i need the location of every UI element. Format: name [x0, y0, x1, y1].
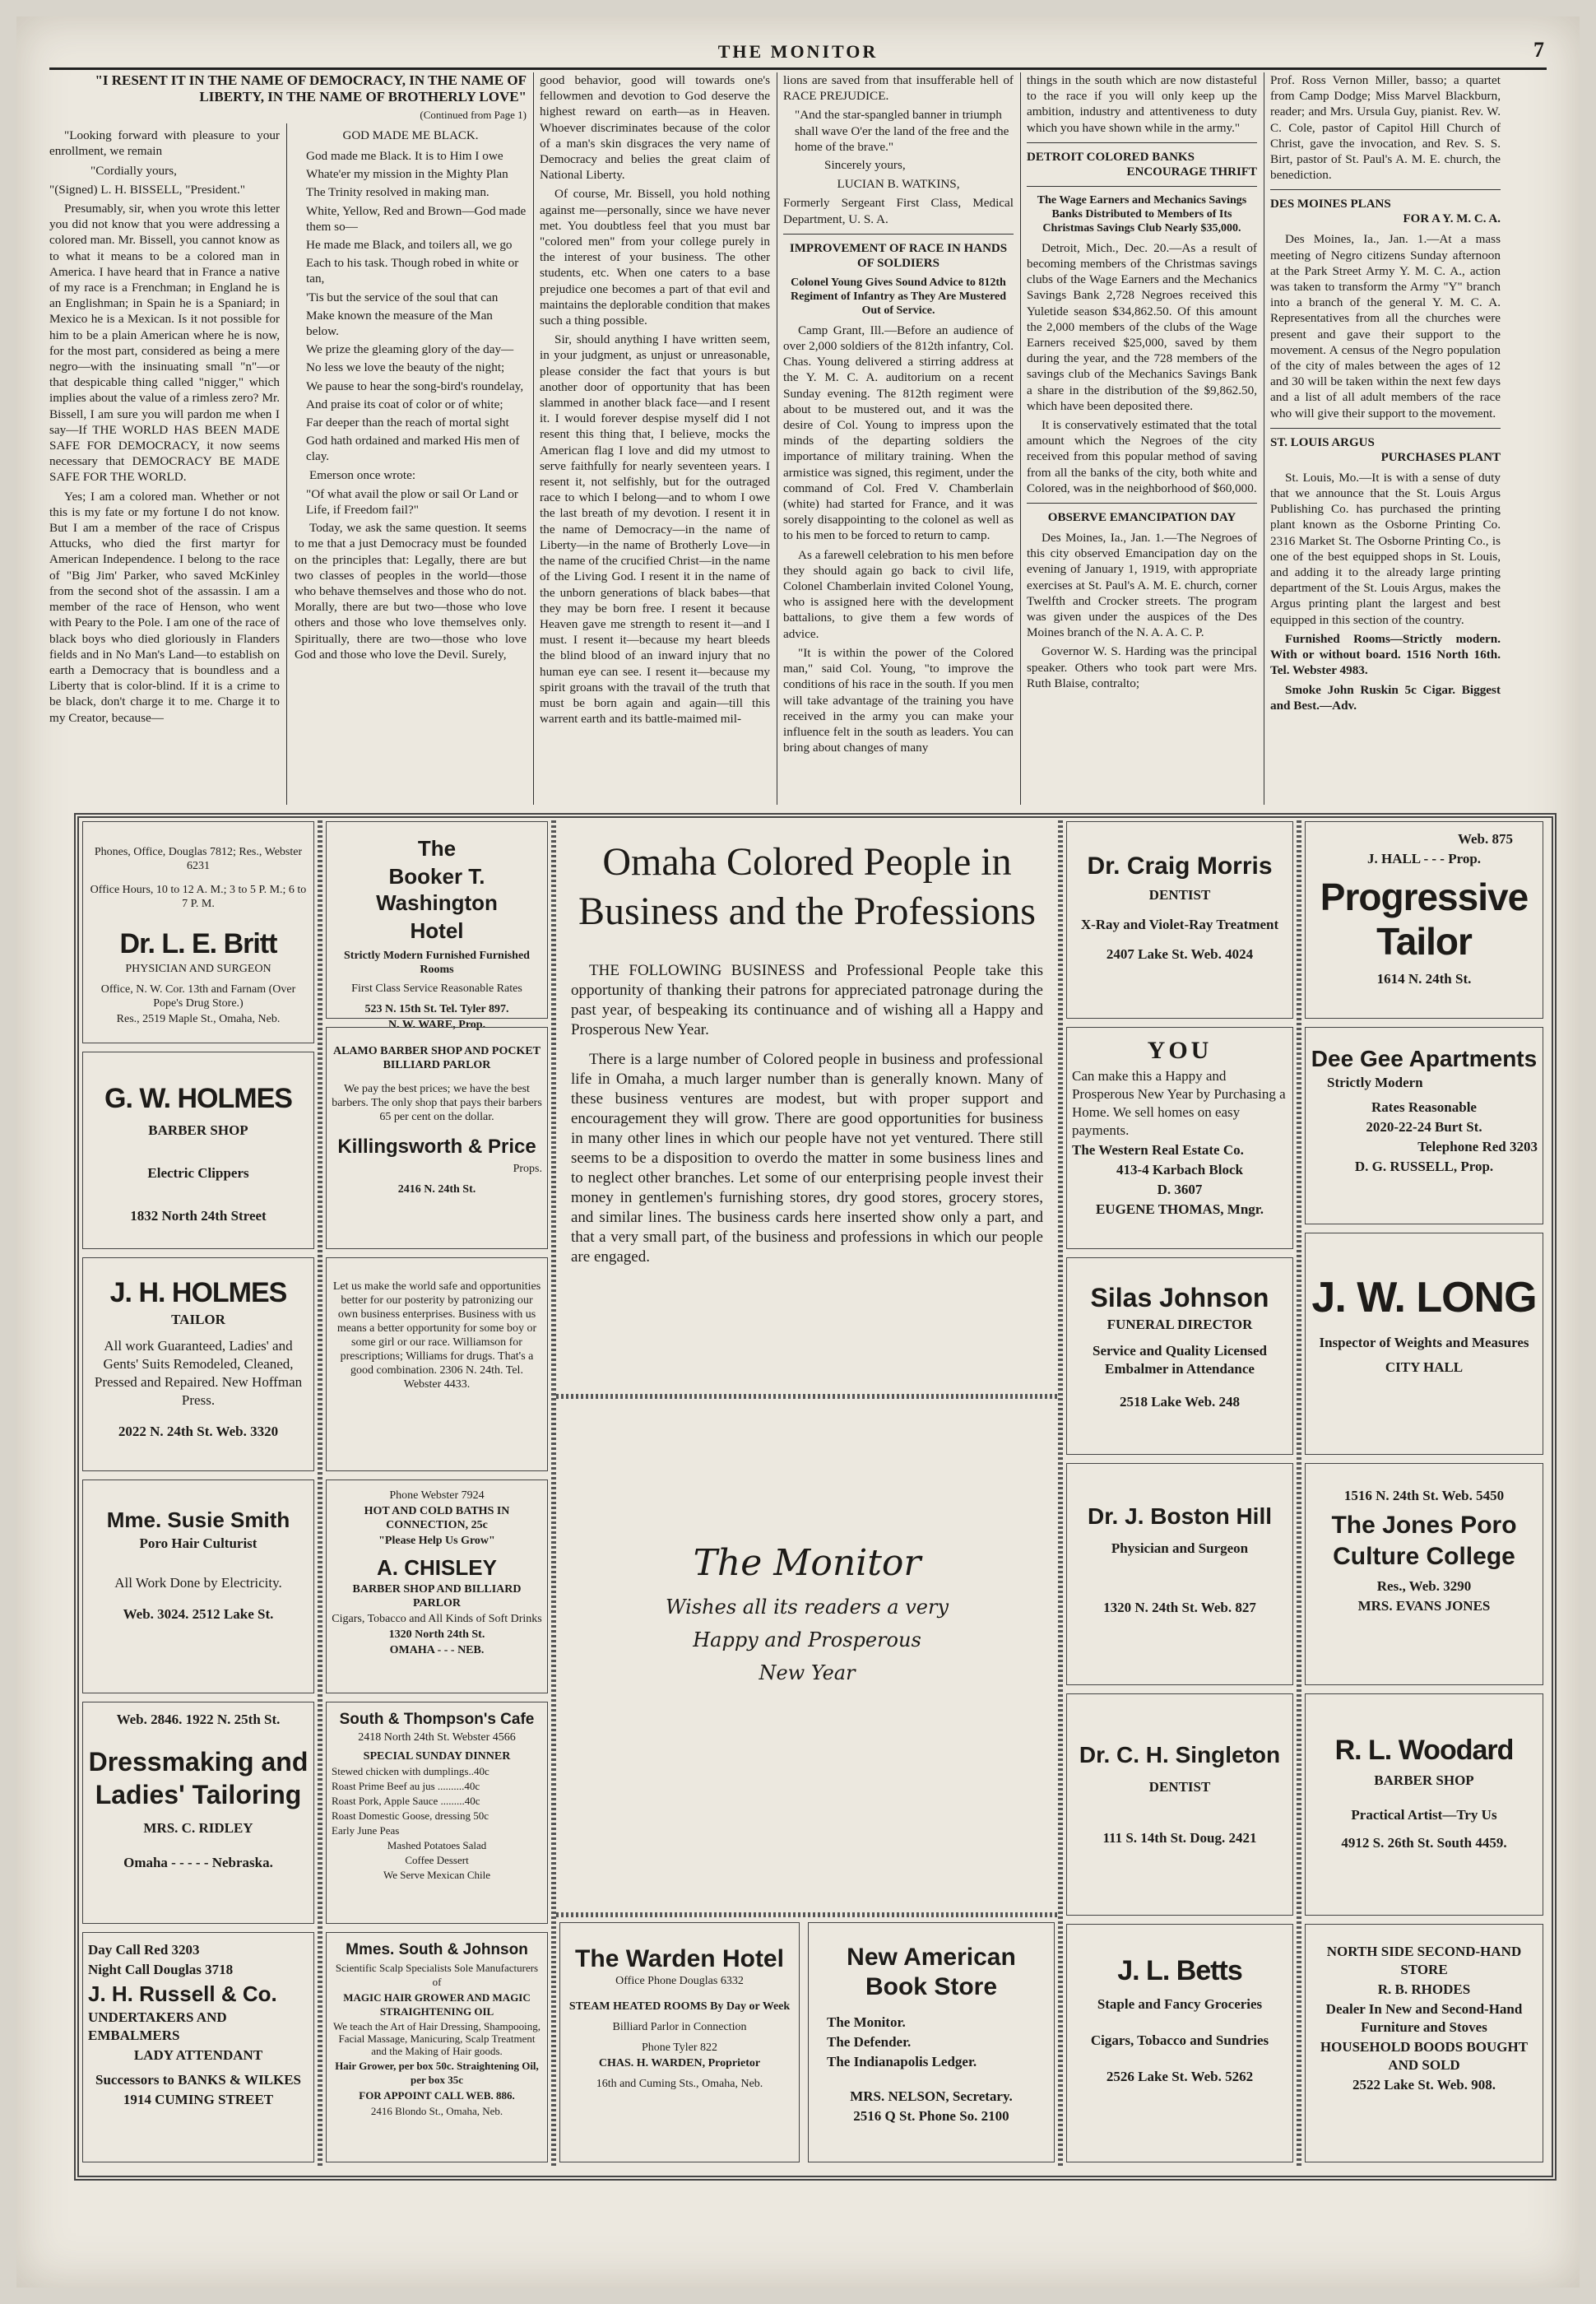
ad-text: Strictly Modern — [1327, 1075, 1423, 1090]
ad-text: Practical Artist—Try Us — [1351, 1807, 1497, 1823]
ad-text: Billiard Parlor in Connection — [612, 2021, 747, 2033]
ad-text: 16th and Cuming Sts., Omaha, Neb. — [596, 2078, 763, 2090]
ad-text: Res., 2519 Maple St., Omaha, Neb. — [116, 1013, 281, 1025]
ad-jh-holmes — [82, 1257, 314, 1471]
column-6 — [1270, 72, 1501, 805]
ad-text: FUNERAL DIRECTOR — [1107, 1317, 1253, 1332]
ad-text: Office Phone Douglas 6332 — [615, 1975, 744, 1987]
newspaper-page — [16, 16, 1580, 2288]
article-heading: DES MOINES PLANS — [1270, 197, 1391, 211]
ad-text: TAILOR — [171, 1312, 225, 1327]
ad-text: ALAMO BARBER SHOP AND POCKET BILLIARD PARLOR — [332, 1045, 541, 1071]
ad-text: 2416 Blondo St., Omaha, Neb. — [370, 2105, 503, 2117]
ad-progressive-tailor — [1305, 821, 1543, 1019]
ad-text: J. HALL - - - Prop. — [1366, 851, 1482, 866]
ad-text: Cigars, Tobacco and All Kinds of Soft Drinks — [332, 1613, 542, 1625]
ad-book-store — [808, 1922, 1055, 2162]
ad-susie-smith — [82, 1479, 314, 1693]
border-band — [551, 818, 556, 2166]
ad-text: Res., Web. 3290 — [1376, 1578, 1472, 1594]
article-subheading: Colonel Young Gives Sound Advice to 812th Regiment of Infantry as They Are Mustered Out of Service. — [790, 276, 1007, 317]
paragraph: Detroit, Mich., Dec. 20.—As a result of becoming members of the Christmas savings clubs of the Wage Earners and the Mechanics Savings Bank 2,728 Negroes received this Yuletide season $34,862.50. Of this amount the 2,000 members of the clubs of the Wage Earners received $25,000, saved by them during the year, and the 728 members of the savings club of the Mechanics Savings Bank a share in the distribution of the $9,862.50, which have been deposited there. — [1027, 240, 1257, 413]
paragraph: Des Moines, Ia., Jan. 1.—The Negroes of this city observed Emancipation day on the evening of January 1, 1919, with appropriate exercises at St. Paul's A. M. E. church, corner Twelfth and Crocker streets. The program was given under the auspices of the Des Moines branch of the N. A. A. C. P. — [1027, 531, 1257, 640]
poem — [295, 148, 527, 465]
menu-item: Coffee Dessert — [405, 1854, 469, 1866]
ad-text: CHAS. H. WARDEN, Proprietor — [598, 2057, 761, 2069]
ad-text: New Year — [759, 1661, 856, 1684]
signature: LUCIAN B. WATKINS, — [837, 177, 960, 192]
ad-name: The Warden Hotel — [575, 1945, 784, 1972]
border-band — [318, 818, 322, 2166]
paragraph: THE FOLLOWING BUSINESS and Professional People take this opportunity of thanking their patrons for appreciated patronage during the past year, of bespeaking its continuance and of wishing all a Happy and Prosperous New Year. — [571, 962, 1043, 1038]
ad-text: SPECIAL SUNDAY DINNER — [363, 1750, 511, 1763]
ad-text: UNDERTAKERS AND EMBALMERS — [88, 2009, 227, 2043]
masthead — [49, 35, 1547, 70]
divider — [1270, 189, 1501, 190]
poem-line: He made me Black, and toilers all, we go — [306, 238, 513, 253]
ad-dr-singleton — [1066, 1693, 1293, 1916]
poem-line: No less we love the beauty of the night; — [306, 360, 505, 375]
ad-text: Telephone Red 3203 — [1417, 1139, 1538, 1154]
paragraph: things in the south which are now distasteful to the race if you will only keep up the ambition, industry and attentiveness to duty which you have shown while in the army." — [1027, 73, 1257, 135]
ad-text: 2020-22-24 Burt St. — [1366, 1119, 1482, 1135]
paragraph: Today, we ask the same question. It seems to me that a just Democracy must be founded on the principles that: Legally, there are but two classes of peoples in the world—those who behave themselves and those who do not. Morally, there are but two—those who love others and those who love themselves only. Spiritually, there are two—those who love God and those who love the Devil. Surely, — [295, 521, 527, 662]
ad-chisley — [326, 1479, 548, 1693]
ad-text: Physician and Surgeon — [1111, 1540, 1249, 1556]
ad-name: J. L. Betts — [1117, 1955, 1242, 1986]
ad-text: 2407 Lake St. Web. 4024 — [1106, 946, 1254, 962]
ad-name: J. H. Russell & Co. — [88, 1981, 277, 2006]
ad-text: DENTIST — [1148, 887, 1211, 903]
ad-text: 1320 North 24th St. — [388, 1628, 485, 1641]
ad-name: South & Thompson's Cafe — [339, 1711, 535, 1728]
ad-name: Dr. C. H. Singleton — [1079, 1742, 1281, 1767]
ad-dr-britt — [82, 821, 314, 1043]
paragraph: Furnished Rooms—Strictly modern. With or without board. 1516 North 16th. Tel. Webster 4983. — [1270, 631, 1501, 678]
ad-text: OMAHA - - - NEB. — [389, 1644, 485, 1656]
border-band — [556, 1912, 1058, 1917]
ad-alamo — [326, 1027, 548, 1249]
article-heading: ST. LOUIS ARGUS — [1270, 435, 1375, 449]
article-columns — [49, 72, 1547, 805]
ad-jl-betts — [1066, 1924, 1293, 2162]
ad-name: G. W. HOLMES — [104, 1083, 292, 1114]
ad-text: LADY ATTENDANT — [133, 2047, 263, 2063]
ad-text: X-Ray and Violet-Ray Treatment — [1080, 917, 1279, 932]
ad-text: BARBER SHOP — [1374, 1772, 1474, 1788]
ad-text: Wishes all its readers a very — [665, 1596, 949, 1619]
column-rule — [1020, 72, 1021, 805]
ad-text: We pay the best prices; we have the best barbers. The only shop that pays their barbers 65 per cent on the dollar. — [332, 1083, 542, 1123]
quote: "And the star-spangled banner in triumph shall wave O'er the land of the free and the home of the brave." — [795, 108, 1009, 154]
ad-text: The Monitor. — [827, 2014, 906, 2030]
ad-name: The Jones Poro Culture College — [1331, 1512, 1517, 1570]
ad-text: Electric Clippers — [147, 1165, 249, 1181]
ad-text: 2418 North 24th St. Webster 4566 — [358, 1731, 516, 1744]
ad-text: Hair Grower, per box 50c. Straightening Oil, per box 35c — [335, 2060, 539, 2086]
ad-text: FOR APPOINT CALL WEB. 886. — [359, 2089, 515, 2102]
ad-text: First Class Service Reasonable Rates — [351, 982, 522, 995]
ad-text: PHYSICIAN AND SURGEON — [125, 963, 271, 975]
paragraph: Sincerely yours, — [824, 158, 906, 173]
ad-text: 1614 N. 24th St. — [1376, 971, 1472, 987]
border-band — [556, 1394, 1058, 1399]
divider — [1027, 142, 1257, 143]
divider — [1027, 186, 1257, 187]
quote: "Of what avail the plow or sail Or Land or Life, if Freedom fail?" — [306, 486, 518, 518]
border-band — [1058, 818, 1063, 2166]
ad-name: Hotel — [410, 918, 464, 943]
ad-name: Mmes. South & Johnson — [346, 1941, 528, 1958]
ad-text: The Defender. — [827, 2034, 912, 2050]
paragraph: Prof. Ross Vernon Miller, basso; a quartet from Camp Dodge; Miss Marvel Blackburn, reader; and Mrs. Ursula Guy, pianist. Rev. W. C. Cole, pastor of Capitol Hill Church of Christ, gave the invocation, and Rev. S. S. Birt, pastor of St. Paul's A. M. E. church, the benediction. — [1270, 73, 1501, 183]
ad-south-thompson-cafe — [326, 1702, 548, 1924]
ad-text: CITY HALL — [1385, 1359, 1464, 1375]
column-5 — [1027, 72, 1257, 805]
ad-name: R. L. Woodard — [1334, 1735, 1514, 1766]
ad-text: BARBER SHOP AND BILLIARD PARLOR — [352, 1583, 522, 1610]
paragraph: Presumably, sir, when you wrote this letter you did not know that you were addressing a colored man. Mr. Bissell, you cannot know as to what it means to be a colored man in America. I have heard that in France a native of my race is a Frenchman; in England he is an Englishman; in Spain he is a Spaniard; in Mexico he is a Mexican. Is it not possible for him to be a plain American where he is now, for the most part, considered as being a mere negro—with the insinuating small "n"—or that despicable thing called "nigger," which implies about the value of a rimless zero? Mr. Bissell, I am sure you will pardon me when I say—If THE WORLD HAS BEEN MADE SAFE FOR DEMOCRACY, it now seems necessary that DEMOCRACY BE MADE SAFE FOR THE WORLD. — [49, 202, 280, 485]
ad-williamson — [326, 1257, 548, 1471]
ad-name: Dr. J. Boston Hill — [1087, 1503, 1273, 1529]
paragraph: It is conservatively estimated that the total amount which the Negroes of the city received from this popular method of saving from all the banks of the city, both white and Colored, was in the neighborhood of $60,000. — [1027, 418, 1257, 495]
continued-note: (Continued from Page 1) — [420, 109, 527, 121]
divider — [1027, 503, 1257, 504]
ad-text: 2518 Lake Web. 248 — [1119, 1394, 1241, 1410]
paragraph: "(Signed) L. H. BISSELL, "President." — [49, 182, 245, 197]
ad-text: Service and Quality Licensed Embalmer in Attendance — [1092, 1343, 1268, 1377]
ad-name: A. CHISLEY — [377, 1555, 497, 1580]
article-subheading: The Wage Earners and Mechanics Savings Banks Distributed to Members of Its Christmas Savings Club Nearly $35,000. — [1037, 193, 1247, 235]
ad-dee-gee-apartments — [1305, 1027, 1543, 1224]
ad-rl-woodard — [1305, 1693, 1543, 1916]
masthead-title: THE MONITOR — [717, 41, 879, 62]
column-3 — [540, 72, 770, 805]
ad-text: HOT AND COLD BATHS IN CONNECTION, 25c — [364, 1505, 510, 1531]
ad-text: Strictly Modern Furnished Furnished Rooms — [344, 950, 530, 976]
ad-text: Happy and Prosperous — [693, 1628, 921, 1651]
ad-text: 2516 Q St. Phone So. 2100 — [853, 2108, 1009, 2124]
ad-text: Scientific Scalp Specialists Sole Manufacturers of — [335, 1962, 539, 1988]
ad-text: Phones, Office, Douglas 7812; Res., Webster 6231 — [94, 846, 303, 872]
ad-ridley — [82, 1702, 314, 1924]
ad-text: 2526 Lake St. Web. 5262 — [1106, 2069, 1254, 2084]
ad-text: D. 3607 — [1157, 1182, 1203, 1197]
ad-text: 1320 N. 24th St. Web. 827 — [1103, 1600, 1256, 1615]
poem-line: Make known the measure of the Man below. — [306, 308, 493, 339]
ad-text: The Western Real Estate Co. — [1072, 1142, 1244, 1158]
ad-text: Inspector of Weights and Measures — [1319, 1335, 1529, 1350]
ad-text: MRS. C. RIDLEY — [143, 1820, 253, 1836]
divider — [1270, 428, 1501, 429]
menu-item: Roast Pork, Apple Sauce .........40c — [332, 1795, 480, 1807]
paragraph: "Cordially yours, — [90, 163, 177, 178]
paragraph: Governor W. S. Harding was the principal speaker. Others who took part were Mrs. Ruth Blaise, contralto; — [1027, 644, 1257, 690]
ad-scalp-specialists — [326, 1932, 548, 2162]
ad-silas-johnson — [1066, 1257, 1293, 1455]
paragraph: Of course, Mr. Bissell, you hold nothing against me—personally, since we have never met. You doubtless feel that you must bar "colored men" from your college purely in the interest of your business. The other students, etc. When one caters to a base prejudice one becomes a part of that evil and maintains the deplorable condition that makes such a thing possible. — [540, 187, 770, 328]
paragraph: Camp Grant, Ill.—Before an audience of over 2,000 soldiers of the 812th infantry, Col. Chas. Young delivered a stirring address at the Y. M. C. A. auditorium on a recent Sunday evening. The 812th regiment were about to be mustered out, and it was the desire of Col. Young to impress upon the minds of the departing soldiers the importance of military training. When the armistice was signed, this regiment, under the command of Col. Fred V. Chamberlain (white) had started for France, and it was sorely disappointing to the colonel as well as to his men to be forced to return to camp. — [783, 323, 1014, 543]
poem-line: God made me Black. It is to Him I owe — [306, 149, 503, 163]
ad-name: J. W. LONG — [1311, 1274, 1537, 1322]
ad-text: 2022 N. 24th St. Web. 3320 — [118, 1424, 279, 1439]
ad-text: Phone Tyler 822 — [641, 2042, 718, 2054]
menu-item: Mashed Potatoes Salad — [387, 1839, 487, 1851]
column-2 — [295, 123, 527, 805]
section-title: Omaha Colored People in Business and the Professions — [578, 840, 1036, 933]
ad-text: 2522 Lake St. Web. 908. — [1352, 2077, 1496, 2093]
ad-text: NORTH SIDE SECOND-HAND STORE — [1326, 1944, 1522, 1977]
poem-title: GOD MADE ME BLACK. — [342, 129, 479, 142]
ad-text: 413-4 Karbach Block — [1116, 1162, 1243, 1178]
ad-warden-hotel — [559, 1922, 800, 2162]
ad-gw-holmes — [82, 1052, 314, 1249]
ad-name: YOU — [1147, 1037, 1213, 1064]
border-band — [1297, 818, 1301, 2166]
ad-text: Staple and Fancy Groceries — [1097, 1996, 1263, 2012]
ad-omaha-colored-people — [559, 821, 1055, 1389]
menu-item: Early June Peas — [332, 1824, 400, 1837]
ad-text: Omaha - - - - - Nebraska. — [123, 1855, 273, 1870]
ad-jw-long — [1305, 1233, 1543, 1455]
ad-text: STEAM HEATED ROOMS By Day or Week — [568, 2000, 791, 2013]
ad-text: MRS. EVANS JONES — [1357, 1598, 1491, 1614]
page-number: 7 — [1533, 38, 1547, 62]
ad-text: Web. 2846. 1922 N. 25th St. — [116, 1712, 281, 1727]
ad-text: Office, N. W. Cor. 13th and Farnam (Over Pope's Drug Store.) — [100, 983, 296, 1010]
menu-item: Roast Prime Beef au jus ..........40c — [332, 1780, 480, 1792]
poem-line: White, Yellow, Red and Brown—God made them so— — [306, 203, 527, 234]
article-heading: OBSERVE EMANCIPATION DAY — [1047, 511, 1236, 525]
ad-text: Let us make the world safe and opportunities better for our posterity by patronizing our own business enterprises. Business with us means a better opportunity for some boy or some girl or our race. Williamson for prescriptions; Williams for drugs. That's a good combination. 2306 N. 24th. Tel. Webster 4433. — [332, 1280, 541, 1391]
ad-name: Booker T. Washington — [376, 864, 498, 915]
column-rule — [286, 123, 287, 805]
paragraph: Smoke John Ruskin 5c Cigar. Biggest and Best.—Adv. — [1270, 682, 1501, 713]
ad-booker-hotel — [326, 821, 548, 1031]
ad-name: Dressmaking and Ladies' Tailoring — [88, 1747, 309, 1809]
ad-text: Rates Reasonable — [1371, 1099, 1477, 1115]
ad-text: Day Call Red 3203 — [88, 1942, 200, 1958]
ad-text: DENTIST — [1148, 1779, 1211, 1795]
ad-text: Web. 3024. 2512 Lake St. — [123, 1606, 274, 1622]
article-heading: DETROIT COLORED BANKS — [1027, 150, 1195, 164]
paragraph: Emerson once wrote: — [309, 467, 416, 482]
poem-line: Whate'er my mission in the Mighty Plan — [306, 167, 508, 182]
paragraph: good behavior, good will towards one's fellowmen and devotion to God deserve the highest reward on earth—as in Heaven. Whoever discriminates because of the color of a man's skin disgraces the very name of Democracy and belies the great claim of National Liberty. — [540, 73, 770, 183]
ad-rb-rhodes — [1305, 1924, 1543, 2162]
poem-line: We pause to hear the song-bird's roundelay, — [306, 379, 524, 393]
ad-text: HOUSEHOLD BOODS BOUGHT AND SOLD — [1320, 2039, 1529, 2073]
menu-item: Roast Domestic Goose, dressing 50c — [332, 1809, 489, 1822]
headline-resent: "I RESENT IT IN THE NAME OF DEMOCRACY, IN THE NAME OF LIBERTY, IN THE NAME OF BROTHERLY LOVE" — [95, 72, 527, 105]
article-heading: ENCOURAGE THRIFT — [1126, 165, 1257, 179]
business-directory — [74, 813, 1557, 2181]
ad-text: All Work Done by Electricity. — [114, 1575, 282, 1591]
ad-text: The Indianapolis Ledger. — [827, 2054, 977, 2069]
paragraph: Des Moines, Ia., Jan. 1.—At a mass meeting of Negro citizens Sunday afternoon at the Park Street Army Y. M. C. A., action was taken to transform the Army "Y" branch into a branch of the general Y. M. C. A. Representatives from all the churches were present and gave their support to the movement. A census of the Negro population of the city of males between the ages of 12 and 30 will be taken within the next few days and a list of all adult members of the race who will give their support to the movement. — [1270, 232, 1501, 420]
ad-text: D. G. RUSSELL, Prop. — [1354, 1159, 1494, 1174]
column-4 — [783, 72, 1014, 805]
ad-text: "Please Help Us Grow" — [378, 1535, 495, 1547]
poem-line: The Trinity resolved in making man. — [306, 185, 489, 200]
paragraph: "Looking forward with pleasure to your enrollment, we remain — [49, 128, 280, 159]
ad-name: Silas Johnson — [1090, 1283, 1269, 1312]
ad-text: BARBER SHOP — [148, 1122, 248, 1138]
ad-text: All work Guaranteed, Ladies' and Gents' Suits Remodeled, Cleaned, Pressed and Repaired. New Hoffman Press. — [94, 1338, 303, 1408]
poem-line: And praise its coat of color or of white; — [306, 397, 503, 411]
ad-text: Successors to BANKS & WILKES — [95, 2072, 301, 2088]
ad-name: Dr. Craig Morris — [1087, 852, 1273, 880]
paragraph: "It is within the power of the Colored man," said Col. Young, "to improve the conditions of his race in the south. If you men will take advantage of the training you have received in the army you can make your influence felt in the south as leaders. You can bring about changes of many — [783, 645, 1014, 755]
poem-line: 'Tis but the service of the soul that can — [306, 290, 499, 304]
divider — [783, 234, 1014, 235]
ad-text: EUGENE THOMAS, Mngr. — [1095, 1201, 1264, 1217]
ad-dr-craig-morris — [1066, 821, 1293, 1019]
ad-text: 2416 N. 24th St. — [397, 1183, 476, 1196]
menu-item: Stewed chicken with dumplings..40c — [332, 1765, 489, 1777]
signature-title: Formerly Sergeant First Class, Medical Department, U. S. A. — [783, 196, 1014, 226]
ad-text: 111 S. 14th St. Doug. 2421 — [1102, 1830, 1257, 1846]
ad-text: Office Hours, 10 to 12 A. M.; 3 to 5 P. M.; 6 to 7 P. M. — [90, 884, 307, 910]
ad-text: Props. — [513, 1163, 542, 1175]
ad-dr-boston-hill — [1066, 1463, 1293, 1685]
ad-text: We Serve Mexican Chile — [383, 1869, 490, 1881]
ad-name: J. H. HOLMES — [109, 1277, 287, 1308]
column-rule — [533, 72, 534, 805]
ad-name: Dee Gee Apartments — [1311, 1046, 1538, 1071]
paragraph: As a farewell celebration to his men before they should again go back to civil life, Colonel Chamberlain invited Colonel Young, who is assigned here with the development battalions, to give them a few words of advice. — [783, 547, 1014, 641]
ad-monitor-greeting — [559, 1404, 1055, 1907]
ad-text: MRS. NELSON, Secretary. — [850, 2088, 1013, 2104]
poem-line: Each to his task. Though robed in white or tan, — [306, 256, 519, 286]
ad-jones-poro-college — [1305, 1463, 1543, 1685]
column-1-left — [49, 128, 280, 729]
poem-line: We prize the gleaming glory of the day— — [306, 342, 514, 357]
ad-text: Poro Hair Culturist — [139, 1535, 257, 1551]
ad-text: Phone Webster 7924 — [389, 1489, 485, 1502]
ad-name: Dr. L. E. Britt — [119, 928, 277, 959]
ad-text: 1914 CUMING STREET — [123, 2092, 274, 2107]
ad-text: Dealer In New and Second-Hand Furniture and Stoves — [1325, 2001, 1523, 2035]
paragraph: Sir, should anything I have written seem, in your judgment, as unjust or unreasonable, please consider the fact that yours is but another door of opportunity that has been slammed in another black face—and I resent it. I would forever despise myself did I not resent this thing that, I believe, mocks the American flag I love and did my utmost to serve faithfully for nearly seventeen years. I resent it, not selfishly, but for the outraged race to which I belong—and to whom I owe the last breath of my devotion. I resent it in the name of Democracy—in the name of Liberty—in the name of Brotherly Love—in the name of the crucified Christ—in the name of the Living God. I resent it in the name of the unborn generations of black babes—that they may be born free. I resent it because Heaven gave me strength to resent it—and I must. I resent it—because my heart bleeds the blind blood of an inward injury that no human eye can see. I resent it—because my spirit groans with the travail of the truth that must be born again and again—till this warrent earth and its battle-maimed mil- — [540, 332, 770, 727]
paragraph: Yes; I am a colored man. Whether or not this is my fate or my fortune I do not know. But I am a member of the race of Crispus Attucks, who died the first martyr for American Independence. I belong to the race of "Big Jim' Parker, who saved McKinley from the second shot of the assassin. I am a member of the race of Henson, who went with Peary to the Pole. I am one of the race of black boys who died gloriously in Flanders fields and in No Man's Land—to establish on earth a Democracy that is boundless and a Liberty that is color-blind. If it is a crime to be black, don't charge it to me. Charge it to my Creator, because— — [49, 489, 280, 725]
article-heading: FOR A Y. M. C. A. — [1403, 212, 1501, 226]
paragraph: St. Louis, Mo.—It is with a sense of duty that we announce that the St. Louis Argus Publishing Co. has purchased the printing plant known as the Osborne Printing Co. 2316 Market St. The Osborne Printing Co., is one of the best equipped shops in St. Louis, and adding it to the already large printing department of the St. Louis Argus, makes the Argus printing plant the largest and best equipped in this section of the country. — [1270, 470, 1501, 627]
ad-text: We teach the Art of Hair Dressing, Shampooing, Facial Massage, Manicuring, Scalp Treatment and the Making of Hair goods. — [332, 2020, 541, 2057]
article-heading: PURCHASES PLANT — [1380, 450, 1501, 464]
section-body — [571, 961, 1043, 1267]
ad-text: R. B. RHODES — [1377, 1981, 1471, 1997]
article-heading: IMPROVEMENT OF RACE IN HANDS OF SOLDIERS — [789, 241, 1008, 270]
ad-text: Cigars, Tobacco and Sundries — [1090, 2032, 1269, 2048]
ad-name: The Monitor — [693, 1542, 921, 1584]
ad-text: 1832 North 24th Street — [130, 1208, 267, 1224]
ad-text: Can make this a Happy and Prosperous New Year by Purchasing a Home. We sell homes on easy payments. — [1072, 1068, 1286, 1138]
ad-text: N. W. WARE, Prop. — [387, 1019, 486, 1031]
ad-text: The — [417, 836, 457, 861]
paragraph: lions are saved from that insufferable hell of RACE PREJUDICE. — [783, 73, 1014, 104]
ad-text: 4912 S. 26th St. South 4459. — [1341, 1835, 1507, 1851]
paragraph: There is a large number of Colored people in business and professional life in Omaha, a much larger number than is generally known. Many of these business ventures are modest, but with proper support and encouragement they will grow. There are good opportunities for business in many other lines in which our people have not yet ventured. There still seems to be a disposition to overdo the matter in some business lines and to neglect other branches. Let some of our enterprising people invest their money in gentlemen's furnishing stores, dry good stores, grocery stores, and similar lines. The business cards here inserted show only a part, and that a very small part, of the business and professions in which our people are engaged. — [571, 1051, 1043, 1266]
ad-name: Mme. Susie Smith — [106, 1507, 290, 1532]
ad-name: Progressive Tailor — [1320, 876, 1529, 963]
ad-text: MAGIC HAIR GROWER AND MAGIC STRAIGHTENING OIL — [343, 1991, 531, 2018]
ad-text: Night Call Douglas 3718 — [88, 1962, 234, 1977]
poem-line: God hath ordained and marked His men of clay. — [306, 434, 520, 464]
ad-text: Web. 875 — [1457, 831, 1513, 847]
poem-line: Far deeper than the reach of mortal sight — [306, 416, 509, 430]
ad-russell — [82, 1932, 314, 2162]
ad-text: 1516 N. 24th St. Web. 5450 — [1343, 1488, 1505, 1503]
ad-western-real-estate — [1066, 1027, 1293, 1249]
ad-name: Killingsworth & Price — [337, 1136, 536, 1158]
ad-text: 523 N. 15th St. Tel. Tyler 897. — [364, 1003, 509, 1015]
ad-name: New American Book Store — [847, 1944, 1016, 2000]
